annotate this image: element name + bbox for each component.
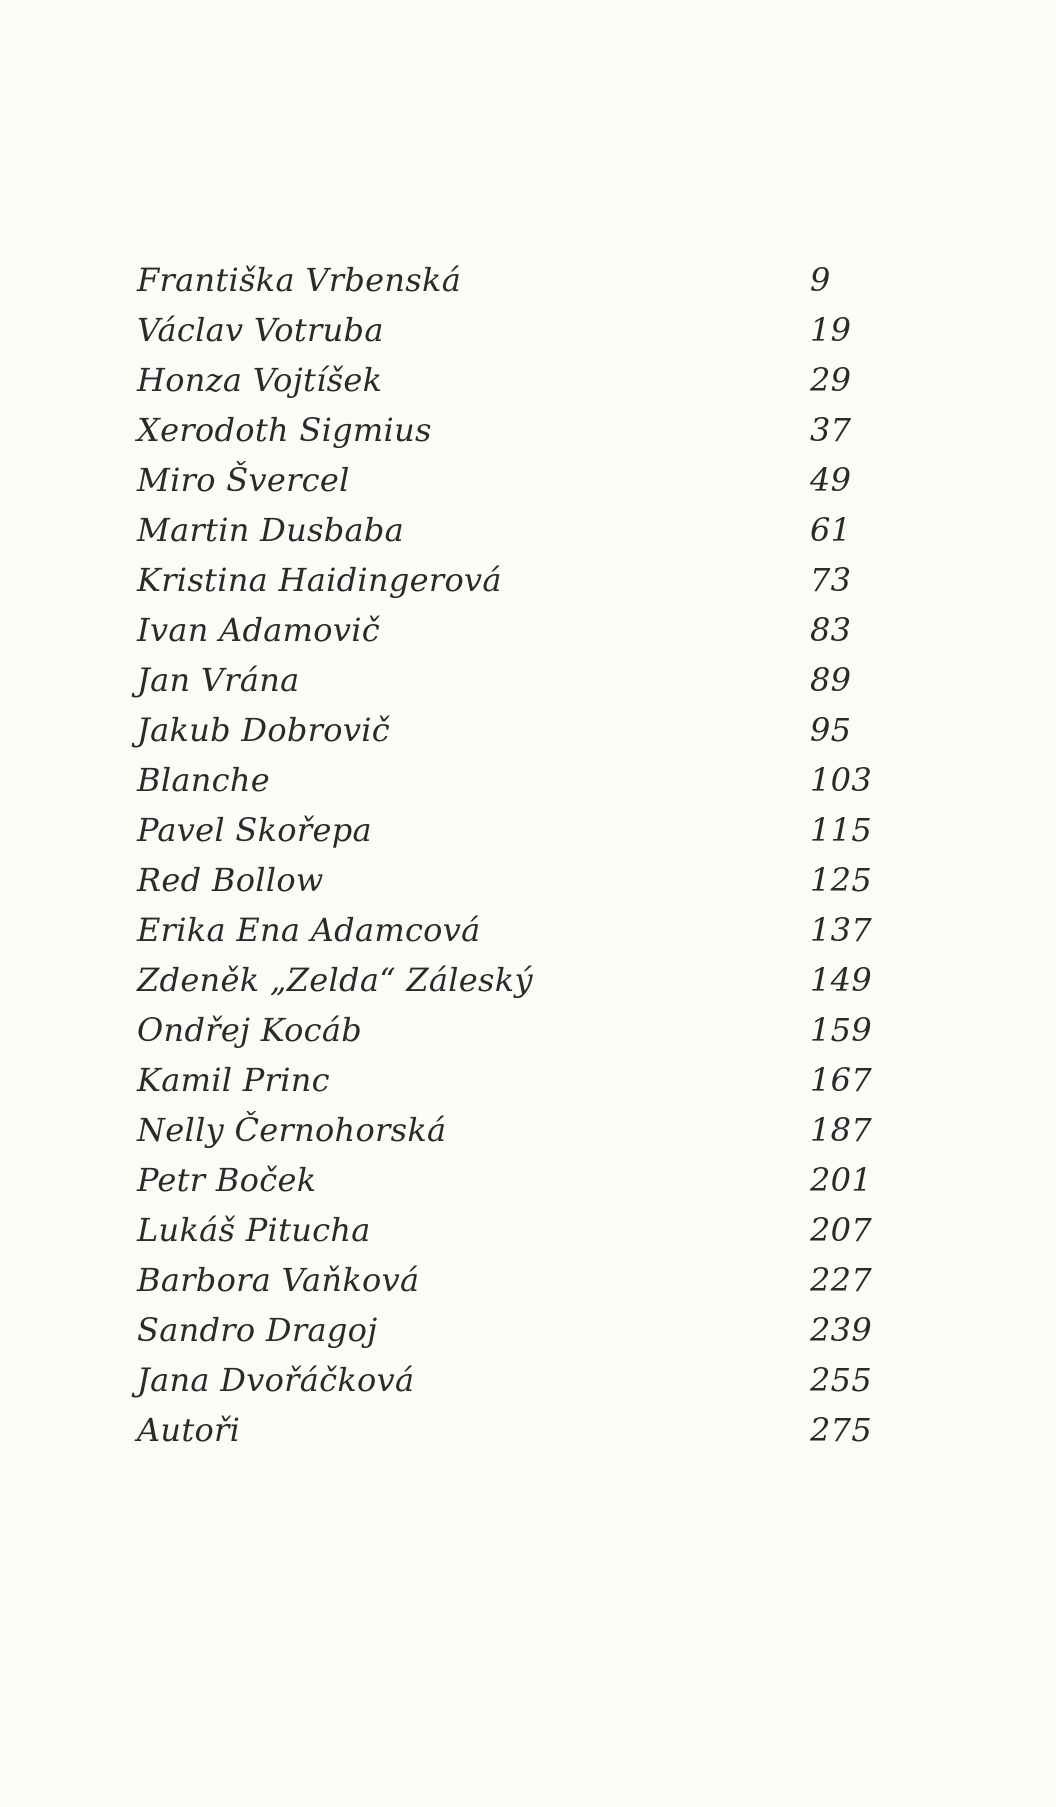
toc-page-number: 73 [810, 561, 852, 599]
toc-author: Honza Vojtíšek [137, 361, 383, 399]
table-of-contents [137, 255, 882, 1455]
toc-author: Lukáš Pitucha [137, 1211, 371, 1249]
toc-page-number: 137 [810, 911, 872, 949]
toc-entry [137, 305, 882, 355]
toc-page-number: 239 [810, 1311, 872, 1349]
toc-entry [137, 1205, 882, 1255]
toc-author: Jana Dvořáčková [137, 1361, 415, 1399]
toc-entry [137, 755, 882, 805]
toc-page-number: 103 [810, 761, 872, 799]
toc-entry [137, 705, 882, 755]
toc-author: Ivan Adamovič [137, 611, 380, 649]
toc-page-number: 201 [810, 1161, 872, 1199]
toc-entry [137, 605, 882, 655]
toc-entry [137, 505, 882, 555]
toc-entry [137, 805, 882, 855]
toc-entry [137, 405, 882, 455]
toc-entry [137, 555, 882, 605]
toc-author: Kristina Haidingerová [137, 561, 502, 599]
toc-page-number: 149 [810, 961, 872, 999]
toc-page-number: 125 [810, 861, 872, 899]
toc-page-number: 159 [810, 1011, 872, 1049]
toc-page-number: 187 [810, 1111, 872, 1149]
toc-page-number: 167 [810, 1061, 872, 1099]
toc-entry [137, 455, 882, 505]
toc-entry [137, 905, 882, 955]
toc-author: Jan Vrána [137, 661, 300, 699]
toc-author: Sandro Dragoj [137, 1311, 378, 1349]
toc-author: Erika Ena Adamcová [137, 911, 481, 949]
toc-page-number: 61 [810, 511, 852, 549]
toc-entry [137, 1055, 882, 1105]
toc-entry [137, 955, 882, 1005]
toc-author: Petr Boček [137, 1161, 317, 1199]
toc-entry [137, 355, 882, 405]
toc-page-number: 49 [810, 461, 852, 499]
toc-author: Blanche [137, 761, 271, 799]
toc-page-number: 29 [810, 361, 852, 399]
toc-page-number: 89 [810, 661, 852, 699]
toc-author: Pavel Skořepa [137, 811, 372, 849]
toc-entry [137, 1255, 882, 1305]
toc-entry [137, 1355, 882, 1405]
toc-author: Václav Votruba [137, 311, 384, 349]
toc-author: Martin Dusbaba [137, 511, 405, 549]
toc-entry [137, 1305, 882, 1355]
toc-page-number: 255 [810, 1361, 872, 1399]
toc-page-number: 227 [810, 1261, 872, 1299]
toc-page-number: 275 [810, 1411, 872, 1449]
toc-author: Nelly Černohorská [137, 1111, 447, 1149]
toc-author: Barbora Vaňková [137, 1261, 420, 1299]
toc-author: Jakub Dobrovič [137, 711, 390, 749]
toc-entry [137, 1105, 882, 1155]
toc-page-number: 115 [810, 811, 872, 849]
toc-page-number: 37 [810, 411, 852, 449]
toc-author: Františka Vrbenská [137, 261, 462, 299]
toc-page-number: 9 [810, 261, 831, 299]
toc-author: Zdeněk „Zelda“ Záleský [137, 961, 533, 999]
toc-entry [137, 655, 882, 705]
toc-entry [137, 1155, 882, 1205]
toc-entry [137, 855, 882, 905]
toc-entry [137, 1405, 882, 1455]
toc-author: Ondřej Kocáb [137, 1011, 363, 1049]
toc-page-number: 83 [810, 611, 852, 649]
toc-author: Kamil Princ [137, 1061, 330, 1099]
toc-page-number: 19 [810, 311, 852, 349]
toc-author: Miro Švercel [137, 461, 350, 499]
toc-entry [137, 1005, 882, 1055]
toc-author: Autoři [137, 1411, 241, 1449]
toc-page-number: 207 [810, 1211, 872, 1249]
toc-author: Xerodoth Sigmius [137, 411, 432, 449]
toc-entry [137, 255, 882, 305]
toc-author: Red Bollow [137, 861, 324, 899]
toc-page-number: 95 [810, 711, 852, 749]
